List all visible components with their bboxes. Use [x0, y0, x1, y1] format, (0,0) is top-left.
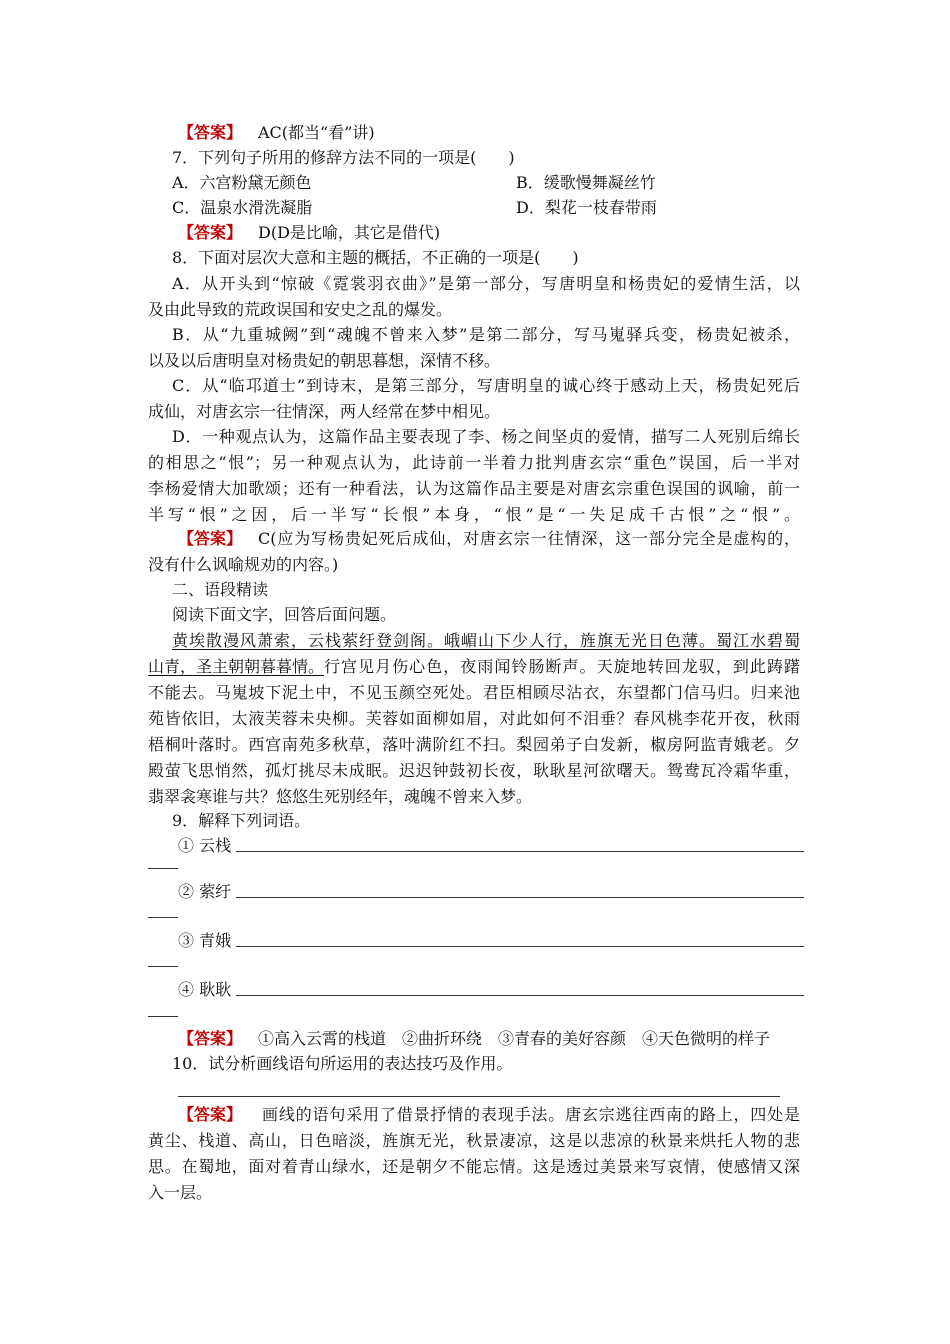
q7-options-row1: [0, 170, 950, 196]
question-text: 7．下列句子所用的修辞方法不同的一项是( ): [172, 148, 515, 167]
term-label: ① 云栈: [178, 836, 232, 855]
option-a: A．六宫粉黛无颜色: [172, 173, 312, 192]
q9-stem: [0, 808, 950, 834]
q10-answer-line1: [0, 1102, 950, 1128]
answer-tag: 【答案】: [178, 123, 243, 142]
answer-blank[interactable]: [236, 897, 804, 898]
passage-text: 行宫见月伤心色，夜雨闻铃肠断声。天旋地转回龙驭，到此踌躇: [324, 657, 800, 676]
q8-option-c-line2: [0, 399, 950, 425]
heading-text: 二、语段精读: [172, 580, 269, 599]
q9-item-2: [0, 879, 950, 905]
q8-stem: [0, 245, 950, 271]
answer-text: D(D是比喻，其它是借代): [258, 223, 441, 242]
q8-answer-line1: [0, 526, 950, 552]
answer-text: AC(都当“看”讲): [258, 123, 375, 142]
option-text: 半写“恨”之因，后一半写“长恨”本身，“恨”是“一失足成千古恨”之“恨”。: [148, 505, 800, 524]
option-text: 的相思之“恨”；另一种观点认为，此诗前一半着力批判唐玄宗“重色”误国，后一半对: [148, 453, 800, 472]
underlined-text: 山青，圣主朝朝暮暮情。: [148, 657, 325, 676]
q7-options-row2: [0, 195, 950, 221]
instruction-text: 阅读下面文字，回答后面问题。: [172, 605, 397, 624]
q7-answer: [0, 220, 950, 246]
q8-option-d-line2: [0, 450, 950, 476]
q10-stem: [0, 1051, 950, 1077]
answer-text: 画线的语句采用了借景抒情的表现手法。唐玄宗逃往西南的路上，四处是: [262, 1105, 800, 1124]
term-label: ③ 青娥: [178, 931, 232, 950]
answer-text: 黄尘、栈道、高山，日色暗淡，旌旗无光，秋景凄凉，这是以悲凉的秋景来烘托人物的悲: [148, 1131, 800, 1150]
passage-line-6: [0, 758, 950, 784]
q10-answer-line3: [0, 1154, 950, 1180]
q8-option-b-line1: [0, 322, 950, 348]
answer-blank-tail: [148, 917, 178, 918]
q10-answer-line2: [0, 1128, 950, 1154]
q8-option-a-line2: [0, 297, 950, 323]
q8-option-a-line1: [0, 271, 950, 297]
passage-text: 翡翠衾寒谁与共？悠悠生死别经年，魂魄不曾来入梦。: [148, 787, 533, 806]
question-text: 8．下面对层次大意和主题的概括，不正确的一项是( ): [172, 248, 579, 267]
answer-text: 入一层。: [148, 1183, 213, 1202]
answer-tag: 【答案】: [178, 1029, 243, 1048]
answer-blank[interactable]: [236, 995, 804, 996]
option-b: B．缓歌慢舞凝丝竹: [516, 173, 656, 192]
q8-answer-line2: [0, 552, 950, 578]
answer-tag: 【答案】: [178, 529, 243, 548]
passage-text: 殿萤飞思悄然，孤灯挑尽未成眠。迟迟钟鼓初长夜，耿耿星河欲曙天。鸳鸯瓦冷霜华重，: [148, 761, 800, 780]
answer-text: 没有什么讽喻规劝的内容。): [148, 555, 339, 574]
answer-text: ①高入云霄的栈道 ②曲折环绕 ③青春的美好容颜 ④天色微明的样子: [258, 1029, 771, 1048]
q8-option-d-line4: [0, 502, 950, 528]
question-text: 9．解释下列词语。: [172, 811, 311, 830]
option-text: D．一种观点认为，这篇作品主要表现了李、杨之间坚贞的爱情，描写二人死别后绵长: [172, 427, 800, 446]
option-text: 以及以后唐明皇对杨贵妃的朝思暮想，深情不移。: [148, 351, 501, 370]
answer-tag: 【答案】: [178, 223, 243, 242]
answer-blank[interactable]: [178, 1096, 780, 1097]
answer-blank[interactable]: [236, 946, 804, 947]
underlined-text: 黄埃散漫风萧索，云栈萦纡登剑阁。峨嵋山下少人行，旌旗无光日色薄。蜀江水碧蜀: [172, 631, 800, 650]
option-text: 李杨爱情大加歌颂；还有一种看法，认为这篇作品主要是对唐玄宗重色误国的讽喻，前一: [148, 479, 800, 498]
answer-blank-tail: [148, 966, 178, 967]
q9-item-3: [0, 928, 950, 954]
q8-option-d-line1: [0, 424, 950, 450]
q9-item-4: [0, 977, 950, 1003]
passage-line-4: [0, 706, 950, 732]
answer-text: 思。在蜀地，面对着青山绿水，还是朝夕不能忘情。这是透过美景来写哀情，使感情又深: [148, 1157, 800, 1176]
answer-blank-tail: [148, 868, 178, 869]
q9-answer: [0, 1026, 950, 1052]
q8-option-d-line3: [0, 476, 950, 502]
option-d: D．梨花一枝春带雨: [516, 198, 657, 217]
q8-option-c-line1: [0, 373, 950, 399]
passage-text: 梧桐叶落时。西宫南苑多秋草，落叶满阶红不扫。梨园弟子白发新，椒房阿监青娥老。夕: [148, 735, 800, 754]
option-text: C．从“临邛道士”到诗末，是第三部分，写唐明皇的诚心终于感动上天，杨贵妃死后: [172, 376, 800, 395]
answer-blank-tail: [148, 1016, 178, 1017]
passage-text: 苑皆依旧，太液芙蓉未央柳。芙蓉如面柳如眉，对此如何不泪垂？春风桃李花开夜，秋雨: [148, 709, 800, 728]
passage-line-1: [0, 628, 950, 654]
answer-tag: 【答案】: [178, 1105, 243, 1124]
term-label: ② 萦纡: [178, 882, 232, 901]
section-heading: [0, 577, 950, 603]
q6-answer: [0, 120, 950, 146]
passage-line-5: [0, 732, 950, 758]
q8-option-b-line2: [0, 348, 950, 374]
reading-instruction: [0, 602, 950, 628]
answer-blank[interactable]: [236, 851, 804, 852]
option-text: B．从“九重城阙”到“魂魄不曾来入梦”是第二部分，写马嵬驿兵变，杨贵妃被杀，: [172, 325, 800, 344]
option-text: 及由此导致的荒政误国和安史之乱的爆发。: [148, 300, 453, 319]
q10-answer-line4: [0, 1180, 950, 1206]
q9-item-1: [0, 833, 950, 859]
option-text: 成仙，对唐玄宗一往情深，两人经常在梦中相见。: [148, 402, 501, 421]
option-text: A．从开头到“惊破《霓裳羽衣曲》”是第一部分，写唐明皇和杨贵妃的爱情生活，以: [172, 274, 800, 293]
question-text: 10．试分析画线语句所运用的表达技巧及作用。: [172, 1054, 513, 1073]
term-label: ④ 耿耿: [178, 980, 232, 999]
passage-line-3: [0, 680, 950, 706]
answer-text: C(应为写杨贵妃死后成仙，对唐玄宗一往情深，这一部分完全是虚构的，: [258, 529, 800, 548]
option-c: C．温泉水滑洗凝脂: [172, 198, 313, 217]
passage-line-2: [0, 654, 950, 680]
passage-line-7: [0, 784, 950, 810]
q7-stem: [0, 145, 950, 171]
passage-text: 不能去。马嵬坡下泥土中，不见玉颜空死处。君臣相顾尽沾衣，东望都门信马归。归来池: [148, 683, 800, 702]
